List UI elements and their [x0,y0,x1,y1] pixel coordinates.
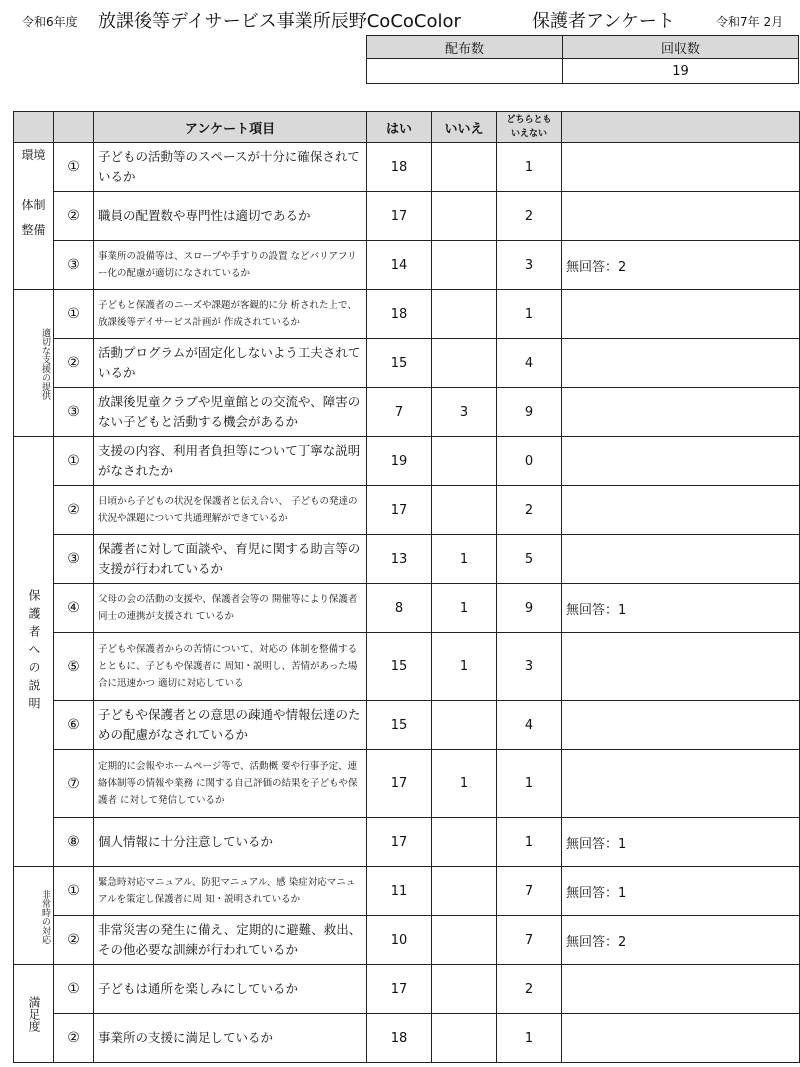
no-count: 1 [432,535,497,584]
table-row [14,143,800,192]
item-number: ⑧ [54,818,94,867]
item-question: 事業所の支援に満足しているか [94,1014,367,1063]
yes-count: 7 [367,388,432,437]
table-row [14,339,800,388]
yes-count: 10 [367,916,432,965]
neither-count: 2 [497,965,562,1014]
no-count [432,339,497,388]
item-question: 事業所の設備等は、スロープや手すりの設置 などバリアフリー化の配慮が適切になされているか [94,241,367,290]
category-label: 非常時の対応 [14,867,54,965]
collected-header: 回収数 [563,36,799,59]
remarks [562,290,800,339]
survey-table [13,111,800,1063]
table-row [14,867,800,916]
table-row [14,701,800,750]
remarks: 無回答：1 [562,584,800,633]
table-row [14,584,800,633]
distribution-table [366,35,799,84]
item-number: ③ [54,388,94,437]
neither-count: 7 [497,867,562,916]
item-question: 子どもの活動等のスペースが十分に確保されているか [94,143,367,192]
table-row [14,241,800,290]
no-count [432,1014,497,1063]
neither-count: 2 [497,486,562,535]
item-question: 定期的に会報やホームページ等で、活動概 要や行事予定、連絡体制等の情報や業務 に関する自己評価の結果を子どもや保護者 に対して発信しているか [94,750,367,818]
no-count [432,916,497,965]
item-question: 緊急時対応マニュアル、防犯マニュアル、感 染症対応マニュアルを策定し保護者に周 知・説明されているか [94,867,367,916]
remarks: 無回答：2 [562,241,800,290]
item-question: 個人情報に十分注意しているか [94,818,367,867]
item-question: 職員の配置数や専門性は適切であるか [94,192,367,241]
fiscal-year: 令和6年度 [22,15,78,29]
neither-count: 9 [497,388,562,437]
survey-name: 保護者アンケート [532,11,675,32]
item-question: 子どもや保護者との意思の疎通や情報伝達のための配慮がなされているか [94,701,367,750]
remarks [562,192,800,241]
remarks [562,965,800,1014]
no-count: 1 [432,584,497,633]
neither-count: 3 [497,633,562,701]
item-question: 非常災害の発生に備え、定期的に避難、救出、その他必要な訓練が行われているか [94,916,367,965]
item-number: ① [54,437,94,486]
category-label: 環境 体制 整備 [14,143,54,290]
item-number: ② [54,486,94,535]
item-question: 活動プログラムが固定化しないよう工夫されているか [94,339,367,388]
item-question: 子どもと保護者のニーズや課題が客観的に分 析された上で、放課後等デイサービス計画が 作成されているか [94,290,367,339]
table-row [14,818,800,867]
yes-count: 13 [367,535,432,584]
header-neither: どちらとも いえない [497,112,562,143]
no-count [432,965,497,1014]
table-row [14,535,800,584]
table-row [14,290,800,339]
category-label: 保護者への説明 [14,437,54,867]
category-label: 適切な支援の提供 [14,290,54,437]
neither-count: 7 [497,916,562,965]
item-number: ② [54,192,94,241]
no-count [432,192,497,241]
document-header [0,4,800,30]
item-number: ⑤ [54,633,94,701]
neither-count: 4 [497,339,562,388]
category-label: 満足度 [14,965,54,1063]
item-number: ① [54,867,94,916]
no-count [432,486,497,535]
remarks: 無回答：1 [562,867,800,916]
item-number: ④ [54,584,94,633]
remarks [562,388,800,437]
item-question: 子どもは通所を楽しみにしているか [94,965,367,1014]
item-question: 放課後児童クラブや児童館との交流や、障害のない子どもと活動する機会があるか [94,388,367,437]
item-question: 父母の会の活動の支援や、保護者会等の 開催等により保護者同士の連携が支援され ているか [94,584,367,633]
neither-count: 1 [497,143,562,192]
neither-count: 0 [497,437,562,486]
table-row [14,192,800,241]
neither-count: 1 [497,818,562,867]
remarks: 無回答：2 [562,916,800,965]
table-row [14,633,800,701]
item-number: ③ [54,535,94,584]
no-count: 3 [432,388,497,437]
table-row [14,437,800,486]
item-question: 子どもや保護者からの苦情について、対応の 体制を整備するとともに、子どもや保護者に 周知・説明し、苦情があった場合に迅速かつ 適切に対応している [94,633,367,701]
yes-count: 19 [367,437,432,486]
header-number [54,112,94,143]
neither-count: 1 [497,1014,562,1063]
item-question: 保護者に対して面談や、育児に関する助言等の支援が行われているか [94,535,367,584]
distributed-header: 配布数 [367,36,563,59]
yes-count: 18 [367,290,432,339]
remarks [562,750,800,818]
table-row [14,965,800,1014]
item-number: ⑦ [54,750,94,818]
header-category [14,112,54,143]
yes-count: 11 [367,867,432,916]
neither-count: 1 [497,750,562,818]
table-row [14,750,800,818]
neither-count: 5 [497,535,562,584]
document-date: 令和7年 2月 [716,15,784,29]
remarks [562,633,800,701]
remarks [562,486,800,535]
item-number: ① [54,290,94,339]
table-row [14,388,800,437]
item-number: ① [54,143,94,192]
remarks [562,701,800,750]
table-row [14,916,800,965]
no-count: 1 [432,750,497,818]
document-title: 放課後等デイサービス事業所辰野CoCoColor [98,11,461,32]
item-question: 支援の内容、利用者負担等について丁寧な説明がなされたか [94,437,367,486]
yes-count: 8 [367,584,432,633]
header-no: いいえ [432,112,497,143]
neither-count: 2 [497,192,562,241]
yes-count: 18 [367,1014,432,1063]
no-count [432,701,497,750]
remarks [562,437,800,486]
neither-count: 4 [497,701,562,750]
yes-count: 18 [367,143,432,192]
header-note [562,112,800,143]
no-count: 1 [432,633,497,701]
no-count [432,143,497,192]
no-count [432,818,497,867]
header-item: アンケート項目 [94,112,367,143]
neither-count: 1 [497,290,562,339]
yes-count: 17 [367,965,432,1014]
remarks [562,535,800,584]
yes-count: 17 [367,192,432,241]
item-number: ② [54,1014,94,1063]
neither-count: 9 [497,584,562,633]
yes-count: 15 [367,633,432,701]
yes-count: 17 [367,486,432,535]
item-number: ⑥ [54,701,94,750]
no-count [432,437,497,486]
table-row [14,486,800,535]
no-count [432,867,497,916]
item-number: ① [54,965,94,1014]
table-row [14,1014,800,1063]
remarks [562,143,800,192]
header-yes: はい [367,112,432,143]
yes-count: 15 [367,701,432,750]
no-count [432,241,497,290]
yes-count: 17 [367,750,432,818]
remarks [562,339,800,388]
yes-count: 14 [367,241,432,290]
item-question: 日頃から子どもの状況を保護者と伝え合い、 子どもの発達の状況や課題について共通理解ができているか [94,486,367,535]
item-number: ② [54,339,94,388]
remarks: 無回答：1 [562,818,800,867]
item-number: ③ [54,241,94,290]
remarks [562,1014,800,1063]
neither-count: 3 [497,241,562,290]
collected-value: 19 [563,59,799,84]
yes-count: 15 [367,339,432,388]
yes-count: 17 [367,818,432,867]
distributed-value [367,59,563,84]
no-count [432,290,497,339]
item-number: ② [54,916,94,965]
